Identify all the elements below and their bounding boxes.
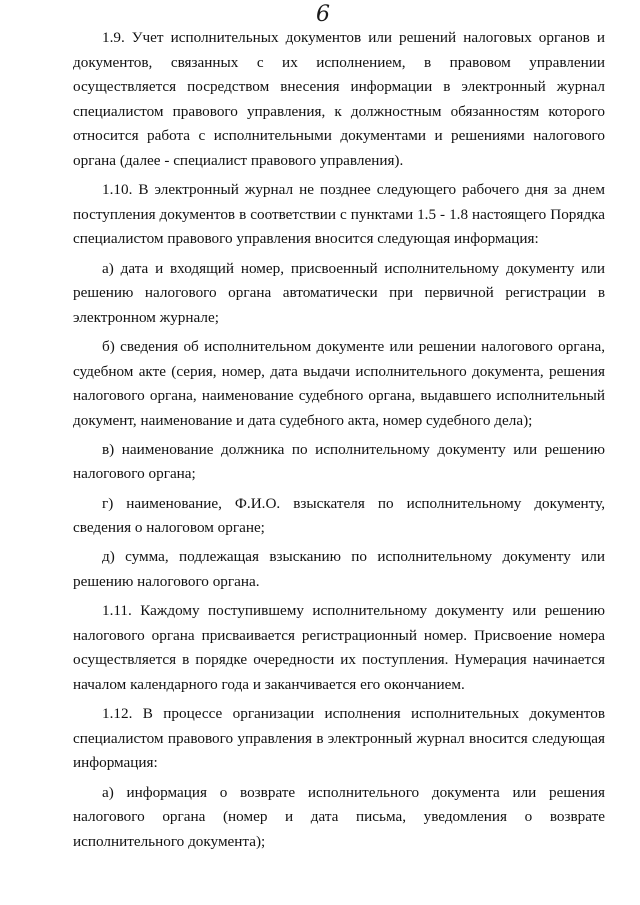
list-item-d: д) сумма, подлежащая взысканию по исполнительному документу или решению налогового органа.	[73, 548, 605, 591]
paragraph-1-10: 1.10. В электронный журнал не позднее следующего рабочего дня за днем поступления документов в соответствии с пунктами 1.5 - 1.8 настоящего Порядка специалистом правового управления вносится следующая информация:	[73, 181, 605, 248]
paragraph-1-9: 1.9. Учет исполнительных документов или решений налоговых органов и документов, связанных с их исполнением, в правовом управлении осуществляется посредством внесения информации в электронный журнал специалистом правового управления, к должностным обязанностям которого относится работа с исполнительными документами и решениями налогового органа (далее - специалист правового управления).	[73, 29, 605, 169]
paragraph-1-12: 1.12. В процессе организации исполнения исполнительных документов специалистом правового управления в электронный журнал вносится следующая информация:	[73, 705, 605, 772]
list-item-a-2: а) информация о возврате исполнительного документа или решения налогового органа (номер и дата письма, уведомления о возврате исполнительного документа);	[73, 783, 605, 850]
paragraph-1-11: 1.11. Каждому поступившему исполнительному документу или решению налогового органа присваивается регистрационный номер. Присвоение номера осуществляется в порядке очередности их поступления. Нумерация начинается началом календарного года и заканчивается его окончанием.	[73, 602, 605, 693]
page-number: 6	[316, 2, 330, 27]
document-body	[73, 26, 605, 859]
list-item-a: а) дата и входящий номер, присвоенный исполнительному документу или решению налогового органа автоматически при первичной регистрации в электронном журнале;	[73, 259, 605, 326]
list-item-g: г) наименование, Ф.И.О. взыскателя по исполнительному документу, сведения о налоговом органе;	[73, 494, 605, 537]
list-item-b: б) сведения об исполнительном документе или решении налогового органа, судебном акте (серия, номер, дата выдачи исполнительного документа, решения налогового органа, наименование судебного органа, выдавшего исполнительный документ, наименование и дата судебного акта, номер судебного дела);	[73, 337, 605, 429]
list-item-v: в) наименование должника по исполнительному документу или решению налогового органа;	[73, 440, 605, 483]
